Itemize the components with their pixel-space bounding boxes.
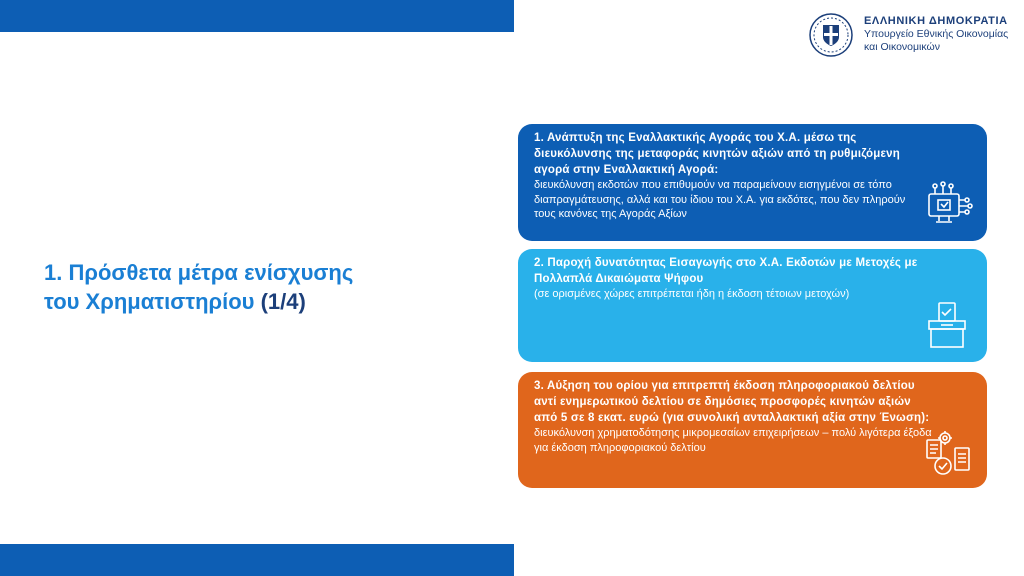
measure-card-2-title: 2. Παροχή δυνατότητας Εισαγωγής στο Χ.Α. Εκδοτών με Μετοχές με Πολλαπλά Δικαιώματα Ψήφου [534,257,918,285]
logo-subtitle-2: και Οικονομικών [864,41,940,53]
logo-subtitle-1: Υπουργείο Εθνικής Οικονομίας [864,28,1009,40]
measure-card-3-desc: διευκόλυνση χρηματοδότησης μικρομεσαίων επιχειρήσεων – πολύ λιγότερα έξοδα για έκδοση πληροφοριακού δελτίου [534,427,932,454]
ministry-logo [808,12,1008,64]
measure-card-1 [518,124,987,241]
measure-card-1-desc: διευκόλυνση εκδοτών που επιθυμούν να παραμείνουν εισηγμένοι σε τόπο διαπραγμάτευσης, αλλά και του ίδιου του Χ.Α. για εκδότες, που δεν πληρούν τους κανόνες της Αγοράς Αξίων [534,179,906,220]
logo-title: ΕΛΛΗΝΙΚΗ ΔΗΜΟΚΡΑΤΙΑ [864,15,1008,27]
bottom-accent-bar [0,544,514,576]
measure-card-2 [518,249,987,362]
measure-card-2-desc: (σε ορισμένες χώρες επιτρέπεται ήδη η έκδοση τέτοιων μετοχών) [534,288,850,300]
slide-title-line-1: 1. Πρόσθετα μέτρα ενίσχυσης [44,260,354,285]
measure-card-1-title: 1. Ανάπτυξη της Εναλλακτικής Αγοράς του Χ.Α. μέσω της διευκόλυνσης της μεταφοράς κινητών αξιών από τη ρυθμιζόμενη αγορά στην Εναλλακτική Αγορά: [534,132,900,176]
slide-title-line-2: του Χρηματιστηρίου [44,289,255,314]
measure-card-3-title: 3. Αύξηση του ορίου για επιτρεπτή έκδοση πληροφοριακού δελτίου αντί ενημερωτικού δελτίου σε δημόσιες προσφορές κινητών αξιών από 5 σε 8 εκατ. ευρώ (για συνολική ανταλλακτική αξία στην Ένωση): [534,380,930,424]
top-accent-bar [0,0,514,32]
slide-title [44,258,444,316]
document-gear-icon [921,428,973,480]
slide-page-indicator: (1/4) [260,289,306,314]
greek-emblem-icon [808,12,854,58]
ballot-box-icon [921,299,973,351]
measure-card-3 [518,372,987,488]
circuit-monitor-icon [921,180,973,232]
